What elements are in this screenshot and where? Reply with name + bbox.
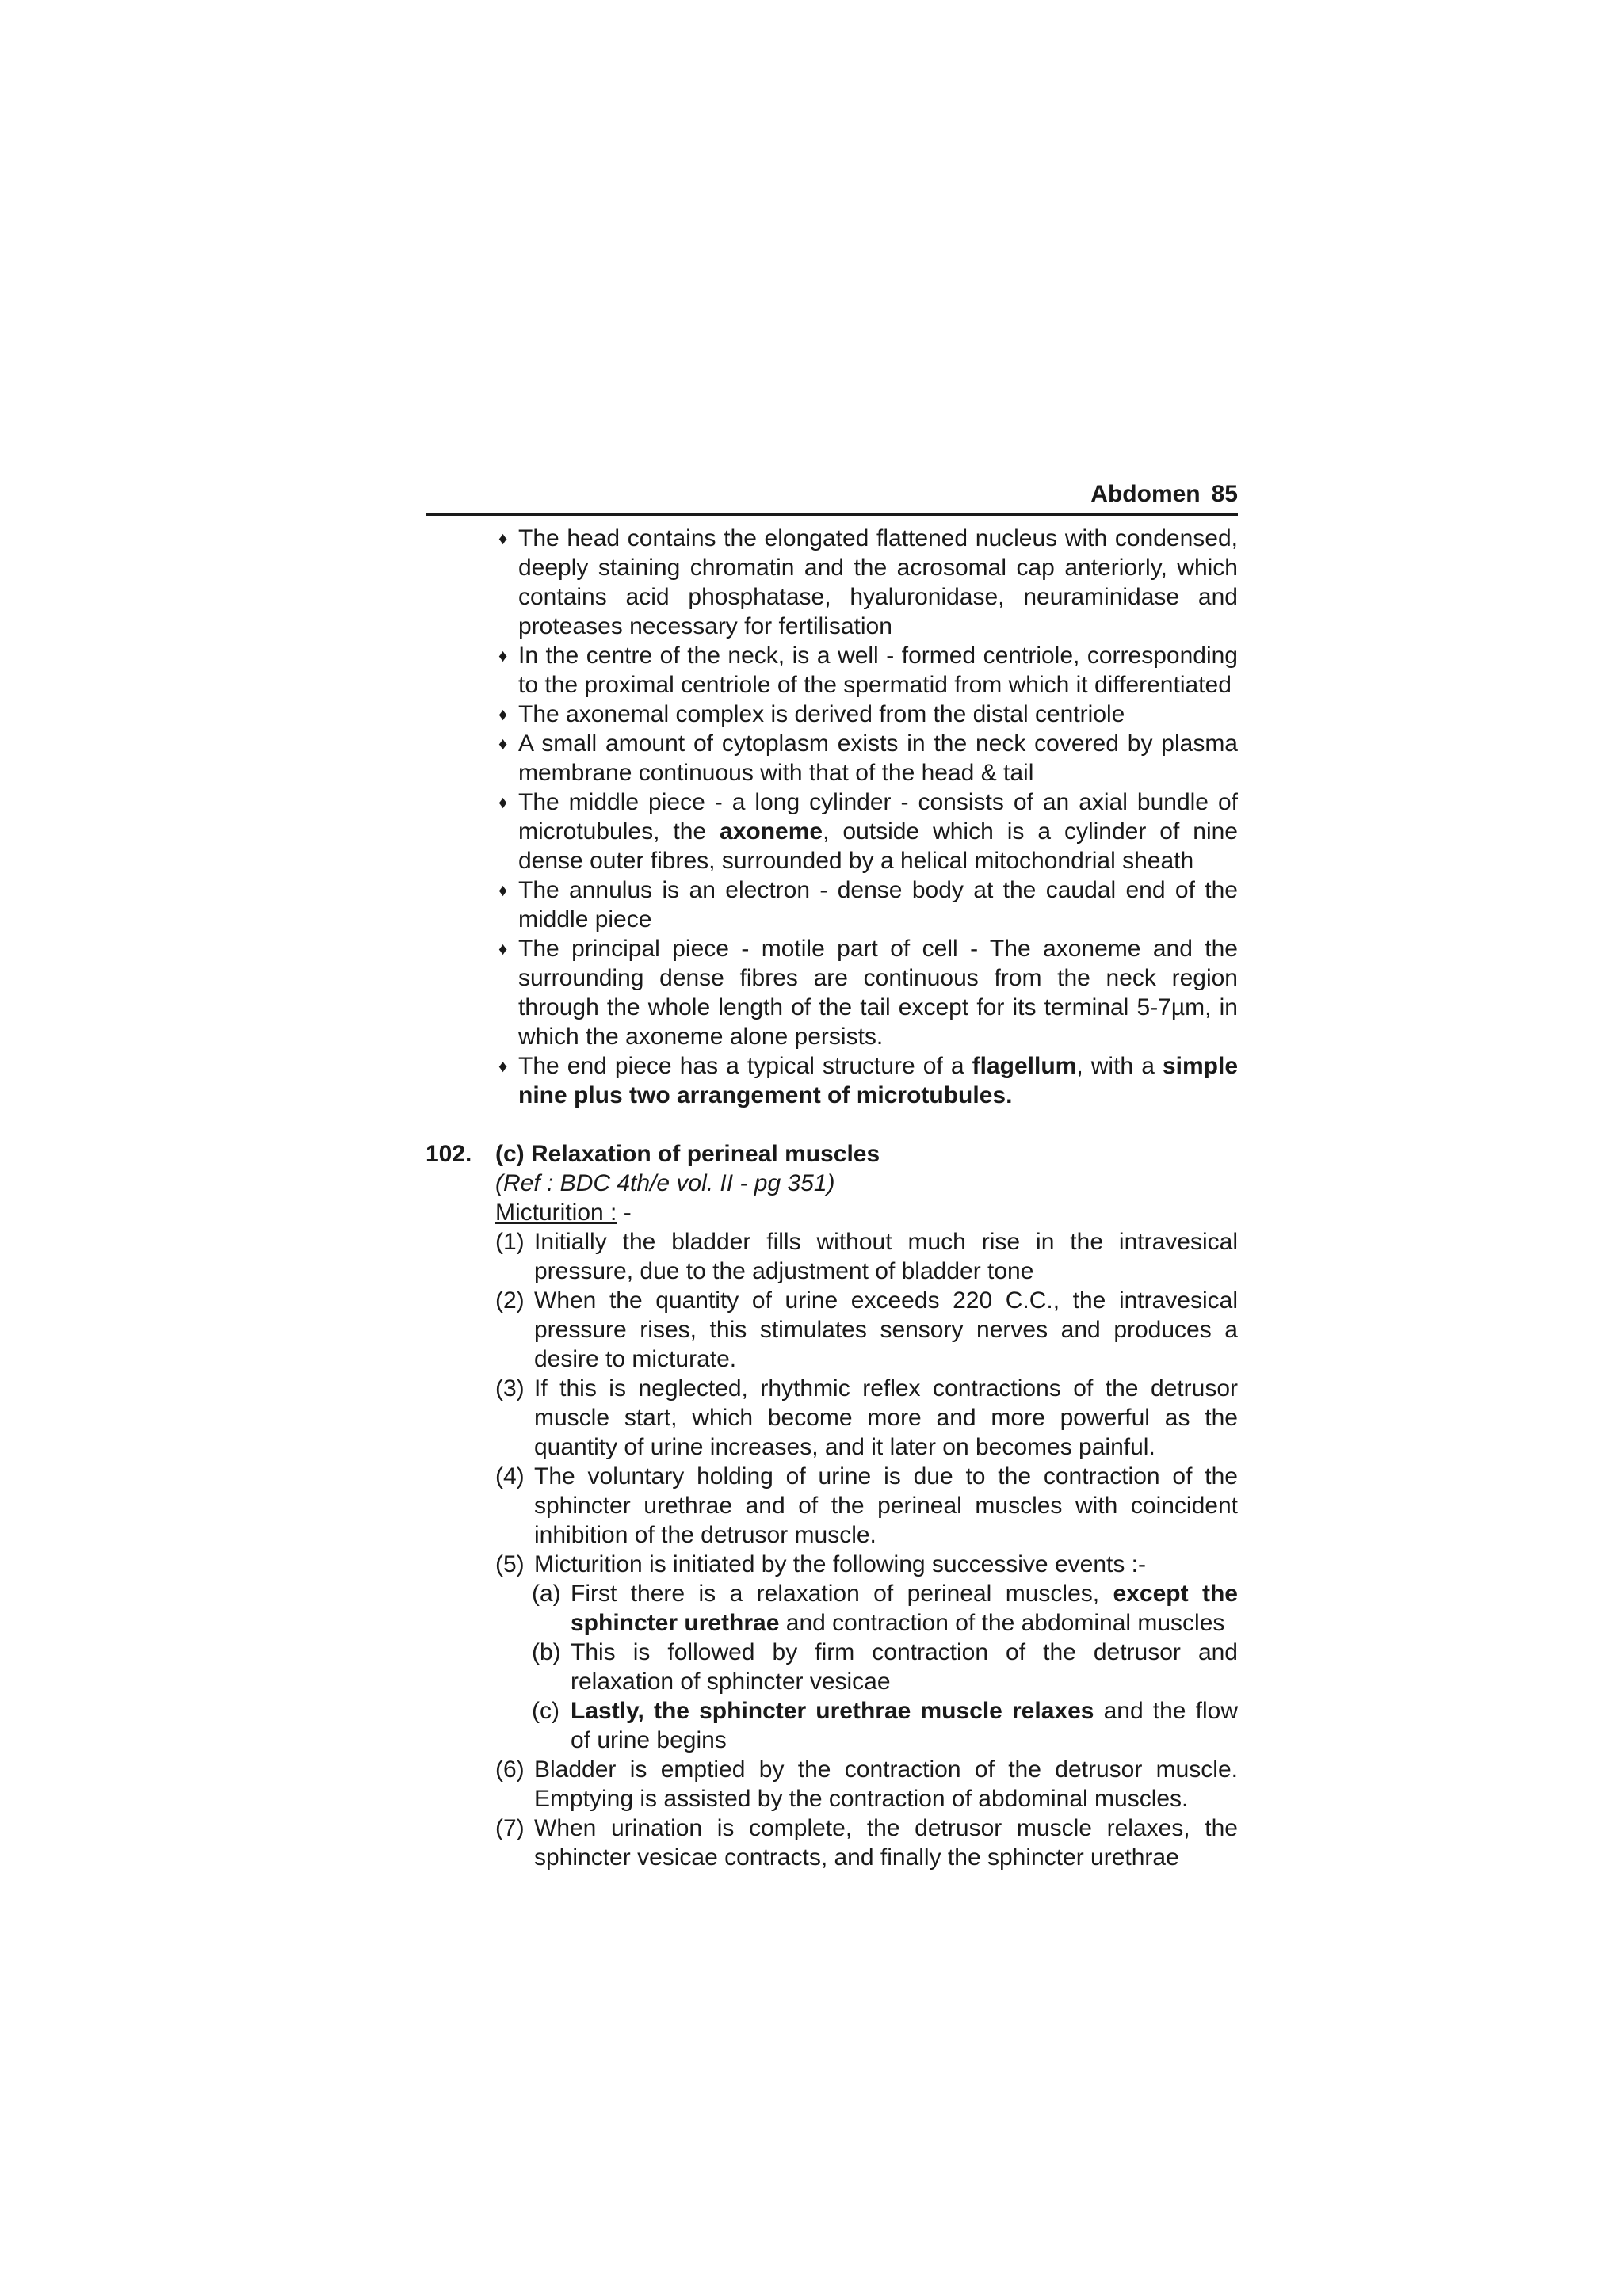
sub-point-letter: (b) <box>532 1639 561 1665</box>
numbered-point <box>426 1462 1238 1550</box>
bullet-item <box>426 788 1238 875</box>
point-number: (5) <box>495 1551 525 1577</box>
topic-suffix: - <box>617 1199 632 1226</box>
question-block <box>426 1139 1238 1872</box>
text-run: The annulus is an electron - dense body at the caudal end of the middle piece <box>518 877 1238 933</box>
section-title: Abdomen <box>1090 481 1201 507</box>
answer-text: (c) Relaxation of perineal muscles <box>495 1141 880 1167</box>
text-run: Micturition is initiated by the following successive events :- <box>534 1551 1147 1577</box>
topic-heading: Micturition : <box>495 1199 617 1226</box>
reference: (Ref : BDC 4th/e vol. II - pg 351) <box>495 1170 835 1196</box>
text-run: The middle piece - a long cylinder - consists of an axial bundle of microtubules, the <box>518 789 1238 845</box>
text-run: When urination is complete, the detrusor muscle relaxes, the sphincter vesicae contracts, and finally the sphincter urethrae <box>534 1815 1238 1871</box>
text-run: This is followed by firm contraction of the detrusor and relaxation of sphincter vesicae <box>571 1639 1238 1695</box>
question-number: 102. <box>426 1141 472 1167</box>
bullet-item <box>426 700 1238 729</box>
point-number: (7) <box>495 1815 525 1841</box>
text-run: When the quantity of urine exceeds 220 C.C., the intravesical pressure rises, this stimulates sensory nerves and produces a desire to micturate. <box>534 1287 1238 1372</box>
answer-heading <box>426 1139 1238 1169</box>
diamond-bullet-icon: ♦ <box>498 792 508 812</box>
header-text <box>1090 479 1238 509</box>
bold-text: flagellum <box>972 1053 1077 1079</box>
topic-line <box>426 1198 1238 1227</box>
diamond-bullet-icon: ♦ <box>498 734 508 753</box>
numbered-point <box>426 1814 1238 1872</box>
bullet-item <box>426 641 1238 700</box>
diamond-bullet-icon: ♦ <box>498 646 508 666</box>
bold-text: axoneme <box>720 818 823 845</box>
diamond-bullet-icon: ♦ <box>498 880 508 900</box>
sub-point <box>426 1638 1238 1696</box>
text-run: , outside which is a cylinder of nine dense outer fibres, surrounded by a helical mitochondrial sheath <box>518 818 1238 874</box>
text-run: and contraction of the abdominal muscles <box>779 1610 1225 1636</box>
numbered-point <box>426 1286 1238 1374</box>
bold-text: except the sphincter urethrae <box>571 1581 1238 1636</box>
numbered-point <box>426 1755 1238 1814</box>
text-run: In the centre of the neck, is a well - formed centriole, corresponding to the proximal centriole of the spermatid from which it differentiated <box>518 643 1238 698</box>
bullet-item <box>426 524 1238 641</box>
point-number: (2) <box>495 1287 525 1314</box>
document-page <box>426 475 1238 1872</box>
numbered-point <box>426 1374 1238 1462</box>
numbered-point <box>426 1227 1238 1286</box>
text-run: and the flow of urine begins <box>571 1698 1238 1753</box>
text-run: A small amount of cytoplasm exists in the neck covered by plasma membrane continuous with that of the head & tail <box>518 730 1238 786</box>
running-header <box>426 475 1238 516</box>
point-number: (3) <box>495 1375 525 1402</box>
text-run: Bladder is emptied by the contraction of the detrusor muscle. Emptying is assisted by the contraction of abdominal muscles. <box>534 1756 1238 1812</box>
page-number: 85 <box>1211 481 1238 507</box>
text-run: The head contains the elongated flattened nucleus with condensed, deeply staining chromatin and the acrosomal cap anteriorly, which contains acid phosphatase, hyaluronidase, neuraminidase and proteases necessary for fertilisation <box>518 525 1238 639</box>
diamond-bullet-icon: ♦ <box>498 939 508 959</box>
point-number: (1) <box>495 1229 525 1255</box>
sub-point <box>426 1696 1238 1755</box>
diamond-bullet-icon: ♦ <box>498 1056 508 1076</box>
sub-point-letter: (a) <box>532 1581 561 1607</box>
bold-text: simple nine plus two arrangement of microtubules. <box>518 1053 1239 1108</box>
page-content <box>426 524 1238 1872</box>
text-run: Initially the bladder fills without much rise in the intravesical pressure, due to the adjustment of bladder tone <box>534 1229 1238 1284</box>
text-run: First there is a relaxation of perineal muscles, <box>571 1581 1113 1607</box>
point-number: (4) <box>495 1463 525 1489</box>
bullet-list <box>426 524 1238 1110</box>
bullet-item <box>426 729 1238 788</box>
bullet-item <box>426 934 1238 1051</box>
point-number: (6) <box>495 1756 525 1783</box>
text-run: , with a <box>1076 1053 1163 1079</box>
sub-point <box>426 1579 1238 1638</box>
numbered-points <box>426 1227 1238 1872</box>
text-run: The voluntary holding of urine is due to the contraction of the sphincter urethrae and of the perineal muscles with coincident inhibition of the detrusor muscle. <box>534 1463 1238 1548</box>
bullet-item <box>426 1051 1238 1110</box>
bullet-item <box>426 875 1238 934</box>
numbered-point <box>426 1550 1238 1579</box>
text-run: The end piece has a typical structure of a <box>518 1053 972 1079</box>
text-run: The axonemal complex is derived from the distal centriole <box>518 701 1125 727</box>
bold-text: Lastly, the sphincter urethrae muscle relaxes <box>571 1698 1094 1724</box>
text-run: The principal piece - motile part of cell - The axoneme and the surrounding dense fibres are continuous from the neck region through the whole length of the tail except for its terminal 5-7µm, in which the axoneme alone persists. <box>518 936 1238 1050</box>
diamond-bullet-icon: ♦ <box>498 528 508 548</box>
text-run: If this is neglected, rhythmic reflex contractions of the detrusor muscle start, which become more and more powerful as the quantity of urine increases, and it later on becomes painful. <box>534 1375 1238 1460</box>
diamond-bullet-icon: ♦ <box>498 704 508 724</box>
sub-point-letter: (c) <box>532 1698 559 1724</box>
